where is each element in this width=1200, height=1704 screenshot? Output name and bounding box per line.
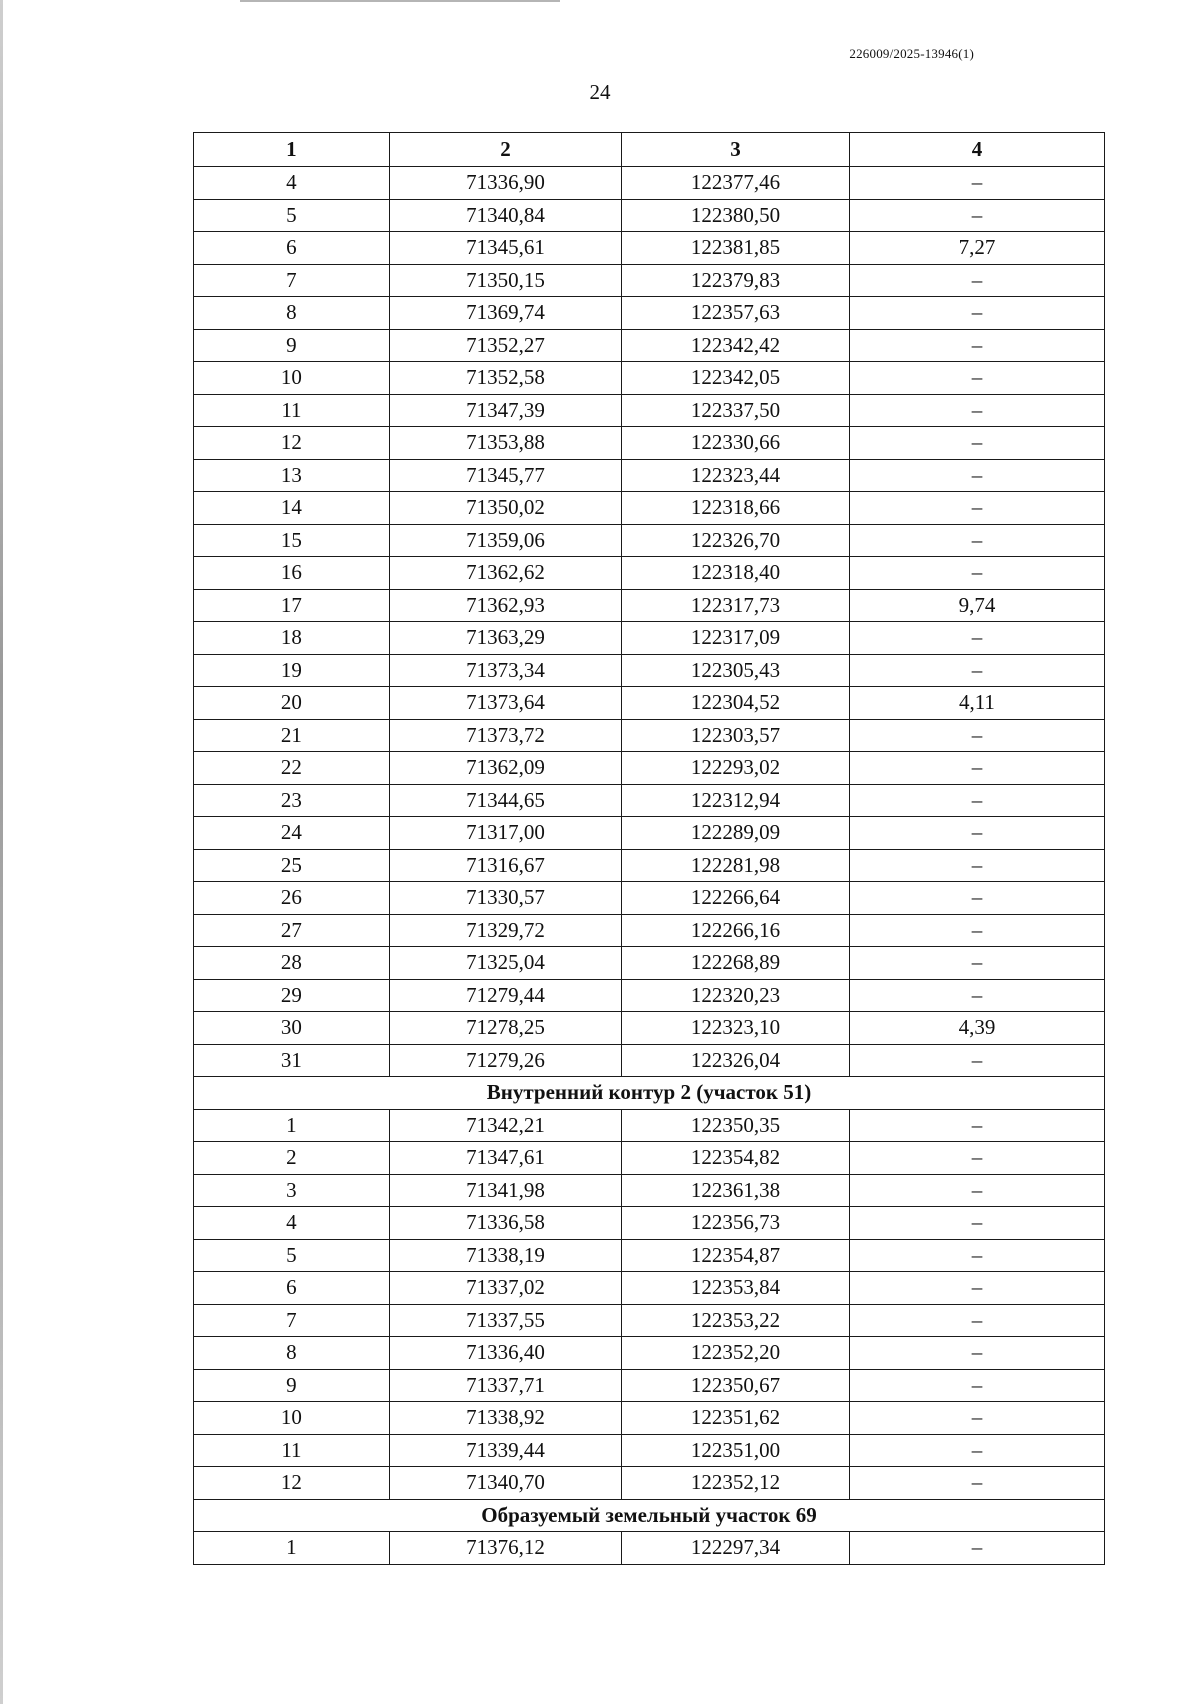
y-coordinate-cell: 122317,09 [622,622,850,655]
point-number-cell: 4 [194,167,390,200]
distance-cell: – [849,199,1104,232]
y-coordinate-cell: 122326,04 [622,1044,850,1077]
table-row [194,914,1105,947]
distance-cell: – [849,362,1104,395]
table-row [194,1337,1105,1370]
x-coordinate-cell: 71278,25 [389,1012,621,1045]
distance-cell: – [849,329,1104,362]
y-coordinate-cell: 122351,00 [622,1434,850,1467]
point-number-cell: 10 [194,1402,390,1435]
table-row [194,1402,1105,1435]
distance-cell: 9,74 [849,589,1104,622]
point-number-cell: 30 [194,1012,390,1045]
distance-cell: – [849,394,1104,427]
x-coordinate-cell: 71338,92 [389,1402,621,1435]
y-coordinate-cell: 122326,70 [622,524,850,557]
y-coordinate-cell: 122337,50 [622,394,850,427]
section-header-row [194,1077,1105,1110]
coordinates-table [193,132,1105,1565]
distance-cell: – [849,849,1104,882]
y-coordinate-cell: 122289,09 [622,817,850,850]
x-coordinate-cell: 71325,04 [389,947,621,980]
x-coordinate-cell: 71373,64 [389,687,621,720]
x-coordinate-cell: 71340,84 [389,199,621,232]
distance-cell: – [849,1532,1104,1565]
table-body [194,167,1105,1565]
point-number-cell: 3 [194,1174,390,1207]
table-row [194,1532,1105,1565]
point-number-cell: 9 [194,1369,390,1402]
table-row [194,459,1105,492]
y-coordinate-cell: 122361,38 [622,1174,850,1207]
table-row [194,427,1105,460]
y-coordinate-cell: 122354,82 [622,1142,850,1175]
point-number-cell: 26 [194,882,390,915]
distance-cell: – [849,524,1104,557]
distance-cell: – [849,1467,1104,1500]
y-coordinate-cell: 122342,05 [622,362,850,395]
header-col-1: 1 [194,133,390,167]
point-number-cell: 11 [194,394,390,427]
x-coordinate-cell: 71336,90 [389,167,621,200]
table-row [194,199,1105,232]
table-row [194,1174,1105,1207]
distance-cell: – [849,1142,1104,1175]
y-coordinate-cell: 122281,98 [622,849,850,882]
y-coordinate-cell: 122323,44 [622,459,850,492]
point-number-cell: 13 [194,459,390,492]
x-coordinate-cell: 71345,77 [389,459,621,492]
x-coordinate-cell: 71347,61 [389,1142,621,1175]
y-coordinate-cell: 122305,43 [622,654,850,687]
point-number-cell: 16 [194,557,390,590]
point-number-cell: 28 [194,947,390,980]
table-row [194,784,1105,817]
y-coordinate-cell: 122317,73 [622,589,850,622]
x-coordinate-cell: 71342,21 [389,1109,621,1142]
table-row [194,882,1105,915]
point-number-cell: 23 [194,784,390,817]
table-row [194,849,1105,882]
x-coordinate-cell: 71338,19 [389,1239,621,1272]
table-row [194,524,1105,557]
y-coordinate-cell: 122354,87 [622,1239,850,1272]
distance-cell: – [849,1272,1104,1305]
y-coordinate-cell: 122357,63 [622,297,850,330]
x-coordinate-cell: 71341,98 [389,1174,621,1207]
distance-cell: – [849,947,1104,980]
distance-cell: – [849,167,1104,200]
distance-cell: – [849,752,1104,785]
y-coordinate-cell: 122352,12 [622,1467,850,1500]
y-coordinate-cell: 122353,22 [622,1304,850,1337]
table-row [194,1142,1105,1175]
table-row [194,167,1105,200]
x-coordinate-cell: 71359,06 [389,524,621,557]
x-coordinate-cell: 71362,62 [389,557,621,590]
point-number-cell: 19 [194,654,390,687]
table-row [194,1304,1105,1337]
table-row [194,264,1105,297]
table-row [194,329,1105,362]
x-coordinate-cell: 71345,61 [389,232,621,265]
table-row [194,1207,1105,1240]
header-col-3: 3 [622,133,850,167]
point-number-cell: 12 [194,427,390,460]
section-title: Внутренний контур 2 (участок 51) [194,1077,1105,1110]
distance-cell: – [849,654,1104,687]
distance-cell: – [849,914,1104,947]
x-coordinate-cell: 71362,93 [389,589,621,622]
x-coordinate-cell: 71330,57 [389,882,621,915]
y-coordinate-cell: 122377,46 [622,167,850,200]
table-row [194,979,1105,1012]
y-coordinate-cell: 122351,62 [622,1402,850,1435]
table-row [194,1239,1105,1272]
point-number-cell: 25 [194,849,390,882]
x-coordinate-cell: 71373,34 [389,654,621,687]
x-coordinate-cell: 71337,55 [389,1304,621,1337]
distance-cell: – [849,1044,1104,1077]
y-coordinate-cell: 122312,94 [622,784,850,817]
x-coordinate-cell: 71336,58 [389,1207,621,1240]
table-row [194,752,1105,785]
x-coordinate-cell: 71353,88 [389,427,621,460]
point-number-cell: 1 [194,1109,390,1142]
point-number-cell: 24 [194,817,390,850]
x-coordinate-cell: 71352,58 [389,362,621,395]
x-coordinate-cell: 71279,26 [389,1044,621,1077]
point-number-cell: 10 [194,362,390,395]
table-row [194,1012,1105,1045]
x-coordinate-cell: 71350,02 [389,492,621,525]
point-number-cell: 6 [194,232,390,265]
y-coordinate-cell: 122381,85 [622,232,850,265]
point-number-cell: 20 [194,687,390,720]
y-coordinate-cell: 122330,66 [622,427,850,460]
point-number-cell: 29 [194,979,390,1012]
x-coordinate-cell: 71316,67 [389,849,621,882]
y-coordinate-cell: 122268,89 [622,947,850,980]
point-number-cell: 2 [194,1142,390,1175]
distance-cell: – [849,1174,1104,1207]
table-row [194,297,1105,330]
table-row [194,232,1105,265]
distance-cell: – [849,1207,1104,1240]
x-coordinate-cell: 71279,44 [389,979,621,1012]
point-number-cell: 1 [194,1532,390,1565]
distance-cell: – [849,557,1104,590]
point-number-cell: 21 [194,719,390,752]
distance-cell: – [849,784,1104,817]
y-coordinate-cell: 122342,42 [622,329,850,362]
distance-cell: – [849,1304,1104,1337]
distance-cell: – [849,719,1104,752]
table-row [194,1434,1105,1467]
distance-cell: – [849,297,1104,330]
x-coordinate-cell: 71339,44 [389,1434,621,1467]
y-coordinate-cell: 122323,10 [622,1012,850,1045]
y-coordinate-cell: 122350,67 [622,1369,850,1402]
distance-cell: – [849,1337,1104,1370]
distance-cell: – [849,492,1104,525]
distance-cell: 4,11 [849,687,1104,720]
point-number-cell: 5 [194,1239,390,1272]
distance-cell: – [849,427,1104,460]
header-row [194,133,1105,167]
table-row [194,492,1105,525]
point-number-cell: 7 [194,264,390,297]
y-coordinate-cell: 122352,20 [622,1337,850,1370]
table-header [194,133,1105,167]
table-row [194,654,1105,687]
x-coordinate-cell: 71369,74 [389,297,621,330]
section-header-row [194,1499,1105,1532]
point-number-cell: 31 [194,1044,390,1077]
x-coordinate-cell: 71363,29 [389,622,621,655]
point-number-cell: 22 [194,752,390,785]
point-number-cell: 8 [194,297,390,330]
x-coordinate-cell: 71352,27 [389,329,621,362]
scan-edge-left [0,0,3,1704]
distance-cell: – [849,622,1104,655]
y-coordinate-cell: 122379,83 [622,264,850,297]
table-row [194,947,1105,980]
point-number-cell: 6 [194,1272,390,1305]
table-row [194,1109,1105,1142]
distance-cell: 7,27 [849,232,1104,265]
distance-cell: – [849,979,1104,1012]
distance-cell: – [849,882,1104,915]
table-row [194,1369,1105,1402]
scan-edge-top [240,0,560,2]
distance-cell: – [849,1239,1104,1272]
y-coordinate-cell: 122266,64 [622,882,850,915]
point-number-cell: 5 [194,199,390,232]
x-coordinate-cell: 71350,15 [389,264,621,297]
header-col-2: 2 [389,133,621,167]
header-col-4: 4 [849,133,1104,167]
distance-cell: – [849,264,1104,297]
point-number-cell: 12 [194,1467,390,1500]
point-number-cell: 7 [194,1304,390,1337]
page-number: 24 [589,80,611,104]
y-coordinate-cell: 122353,84 [622,1272,850,1305]
point-number-cell: 27 [194,914,390,947]
point-number-cell: 14 [194,492,390,525]
y-coordinate-cell: 122303,57 [622,719,850,752]
point-number-cell: 18 [194,622,390,655]
x-coordinate-cell: 71373,72 [389,719,621,752]
point-number-cell: 17 [194,589,390,622]
document-number: 226009/2025-13946(1) [849,46,974,61]
point-number-cell: 15 [194,524,390,557]
section-title: Образуемый земельный участок 69 [194,1499,1105,1532]
table-row [194,589,1105,622]
x-coordinate-cell: 71344,65 [389,784,621,817]
distance-cell: – [849,1434,1104,1467]
x-coordinate-cell: 71347,39 [389,394,621,427]
x-coordinate-cell: 71337,71 [389,1369,621,1402]
table-row [194,817,1105,850]
table-row [194,1467,1105,1500]
x-coordinate-cell: 71362,09 [389,752,621,785]
x-coordinate-cell: 71329,72 [389,914,621,947]
distance-cell: – [849,817,1104,850]
x-coordinate-cell: 71317,00 [389,817,621,850]
y-coordinate-cell: 122297,34 [622,1532,850,1565]
table-row [194,394,1105,427]
y-coordinate-cell: 122350,35 [622,1109,850,1142]
point-number-cell: 9 [194,329,390,362]
point-number-cell: 4 [194,1207,390,1240]
y-coordinate-cell: 122318,40 [622,557,850,590]
y-coordinate-cell: 122320,23 [622,979,850,1012]
table-row [194,719,1105,752]
x-coordinate-cell: 71337,02 [389,1272,621,1305]
table-row [194,1044,1105,1077]
point-number-cell: 11 [194,1434,390,1467]
y-coordinate-cell: 122304,52 [622,687,850,720]
table-row [194,557,1105,590]
y-coordinate-cell: 122380,50 [622,199,850,232]
point-number-cell: 8 [194,1337,390,1370]
x-coordinate-cell: 71376,12 [389,1532,621,1565]
y-coordinate-cell: 122266,16 [622,914,850,947]
distance-cell: – [849,1369,1104,1402]
table-row [194,687,1105,720]
table-row [194,622,1105,655]
table-row [194,362,1105,395]
y-coordinate-cell: 122293,02 [622,752,850,785]
y-coordinate-cell: 122356,73 [622,1207,850,1240]
distance-cell: – [849,1402,1104,1435]
x-coordinate-cell: 71340,70 [389,1467,621,1500]
distance-cell: – [849,1109,1104,1142]
distance-cell: 4,39 [849,1012,1104,1045]
distance-cell: – [849,459,1104,492]
table-row [194,1272,1105,1305]
y-coordinate-cell: 122318,66 [622,492,850,525]
x-coordinate-cell: 71336,40 [389,1337,621,1370]
